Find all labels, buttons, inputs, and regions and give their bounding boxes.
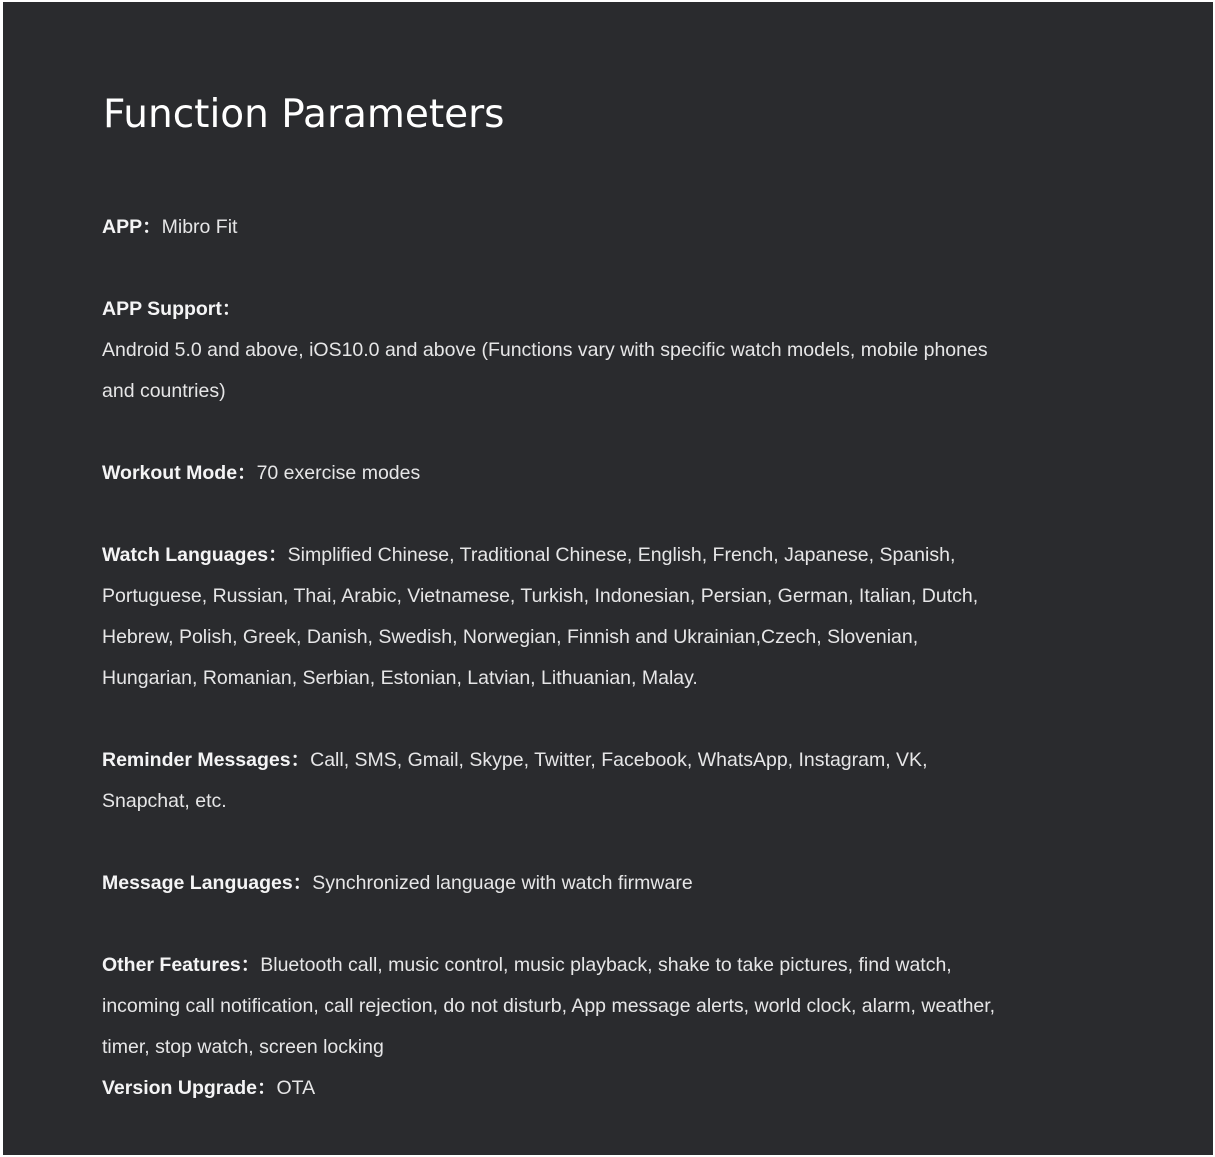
param-separator: ： <box>221 298 242 320</box>
param-value: Mibro Fit <box>161 216 238 238</box>
param-separator: ： <box>268 544 288 566</box>
param-other-features <box>102 945 1002 1068</box>
param-value: Call, SMS, Gmail, Skype, Twitter, Facebook, WhatsApp, Instagram, VK, Snapchat, etc. <box>102 749 928 812</box>
param-value: 70 exercise modes <box>256 462 421 484</box>
param-label: Watch Languages <box>102 544 269 566</box>
param-value: Simplified Chinese, Traditional Chinese, English, French, Japanese, Spanish, Portuguese, Russian, Thai, Arabic, Vietnamese, Turkish, Indonesian, Persian, German, Italian, Dutch, Hebrew, Polish, Greek, Danish, Swedish, Norwegian, Finnish and Ukrainian,Czech, Slovenian, Hungarian, Romanian, Serbian, Estonian, Latvian, Lithuanian, Malay. <box>102 544 979 689</box>
param-label: Workout Mode <box>102 462 238 484</box>
param-separator: ： <box>292 872 313 894</box>
param-reminder-messages <box>102 740 1002 822</box>
page-title: Function Parameters <box>103 92 505 137</box>
param-value: Synchronized language with watch firmware <box>312 872 693 894</box>
param-label: Version Upgrade <box>102 1077 257 1099</box>
param-value: Bluetooth call, music control, music playback, shake to take pictures, find watch, incoming call notification, call rejection, do not disturb, App message alerts, world clock, alarm, weather, timer, stop watch, screen locking <box>102 954 996 1058</box>
param-value: Android 5.0 and above, iOS10.0 and above (Functions vary with specific watch models, mobile phones and countries) <box>102 339 988 402</box>
parameter-list <box>102 207 1002 1109</box>
param-label: APP Support <box>102 298 222 320</box>
param-label: Message Languages <box>102 872 293 894</box>
param-separator: ： <box>290 749 311 771</box>
param-separator: ： <box>256 1077 277 1099</box>
param-app-support <box>102 289 1002 412</box>
param-separator: ： <box>240 954 261 976</box>
param-label: Other Features <box>102 954 241 976</box>
param-separator: ： <box>142 216 162 238</box>
param-label: APP <box>102 216 143 238</box>
param-value: OTA <box>276 1077 316 1099</box>
param-app <box>102 207 1002 248</box>
param-watch-languages <box>102 535 1002 699</box>
param-label: Reminder Messages <box>102 749 291 771</box>
content-panel <box>3 2 1213 1155</box>
param-message-languages <box>102 863 1002 904</box>
param-version-upgrade <box>102 1068 1002 1109</box>
param-separator: ： <box>237 462 257 484</box>
param-workout-mode <box>102 453 1002 494</box>
